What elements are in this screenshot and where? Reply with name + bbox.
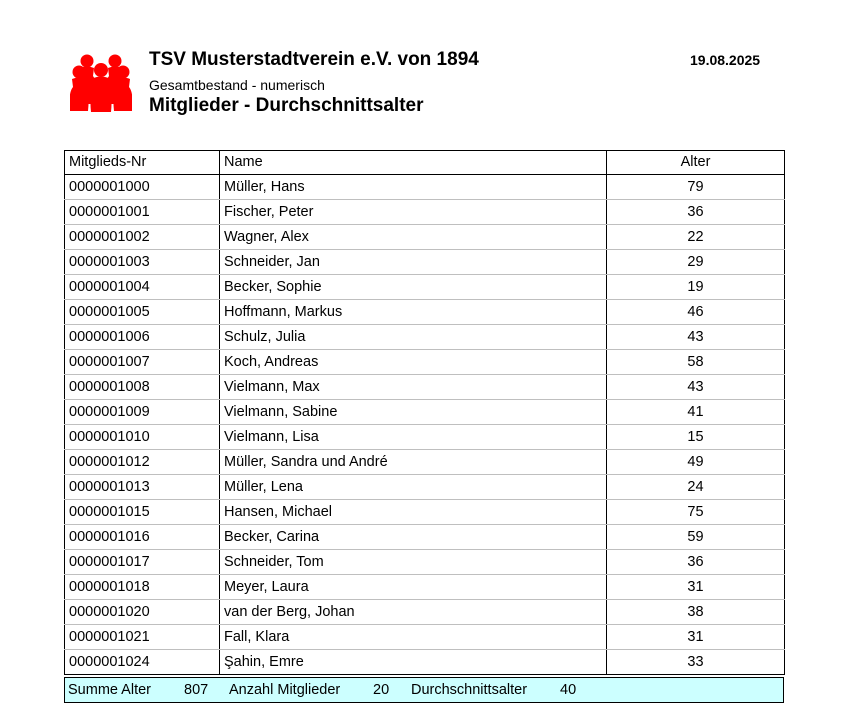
member-age-cell: 36 bbox=[607, 200, 785, 225]
table-row bbox=[65, 625, 785, 650]
member-name-cell: Meyer, Laura bbox=[220, 575, 607, 600]
member-age-cell: 43 bbox=[607, 325, 785, 350]
member-nr-cell: 0000001020 bbox=[65, 600, 220, 625]
member-age-cell: 22 bbox=[607, 225, 785, 250]
member-age-cell: 43 bbox=[607, 375, 785, 400]
member-age-cell: 31 bbox=[607, 575, 785, 600]
member-name-cell: Wagner, Alex bbox=[220, 225, 607, 250]
report-subtitle: Gesamtbestand - numerisch bbox=[149, 77, 325, 93]
column-header-name: Name bbox=[220, 151, 607, 175]
table-row bbox=[65, 375, 785, 400]
sum-age-label: Summe Alter bbox=[68, 682, 151, 698]
table-row bbox=[65, 250, 785, 275]
member-nr-cell: 0000001010 bbox=[65, 425, 220, 450]
member-age-cell: 31 bbox=[607, 625, 785, 650]
member-name-cell: Becker, Carina bbox=[220, 525, 607, 550]
table-row bbox=[65, 425, 785, 450]
table-row bbox=[65, 450, 785, 475]
table-row bbox=[65, 325, 785, 350]
member-nr-cell: 0000001004 bbox=[65, 275, 220, 300]
table-row bbox=[65, 300, 785, 325]
table-row bbox=[65, 200, 785, 225]
member-nr-cell: 0000001008 bbox=[65, 375, 220, 400]
sum-age-value: 807 bbox=[184, 682, 209, 698]
report-title: Mitglieder - Durchschnittsalter bbox=[149, 95, 424, 116]
table-row bbox=[65, 275, 785, 300]
member-age-cell: 75 bbox=[607, 500, 785, 525]
member-name-cell: Müller, Hans bbox=[220, 175, 607, 200]
table-row bbox=[65, 475, 785, 500]
table-row bbox=[65, 500, 785, 525]
member-age-cell: 33 bbox=[607, 650, 785, 675]
member-nr-cell: 0000001012 bbox=[65, 450, 220, 475]
member-nr-cell: 0000001009 bbox=[65, 400, 220, 425]
member-age-cell: 49 bbox=[607, 450, 785, 475]
member-name-cell: Becker, Sophie bbox=[220, 275, 607, 300]
average-age-value: 40 bbox=[560, 682, 577, 698]
member-name-cell: Schulz, Julia bbox=[220, 325, 607, 350]
member-name-cell: Müller, Lena bbox=[220, 475, 607, 500]
member-nr-cell: 0000001003 bbox=[65, 250, 220, 275]
summary-row bbox=[64, 677, 784, 703]
member-nr-cell: 0000001006 bbox=[65, 325, 220, 350]
member-age-cell: 79 bbox=[607, 175, 785, 200]
member-name-cell: Schneider, Tom bbox=[220, 550, 607, 575]
member-name-cell: Müller, Sandra und André bbox=[220, 450, 607, 475]
member-age-cell: 19 bbox=[607, 275, 785, 300]
table-header-row bbox=[65, 151, 785, 175]
table-row bbox=[65, 550, 785, 575]
member-age-cell: 58 bbox=[607, 350, 785, 375]
member-nr-cell: 0000001018 bbox=[65, 575, 220, 600]
average-age-label: Durchschnittsalter bbox=[411, 682, 528, 698]
member-age-cell: 38 bbox=[607, 600, 785, 625]
member-age-cell: 29 bbox=[607, 250, 785, 275]
table-row bbox=[65, 400, 785, 425]
member-nr-cell: 0000001013 bbox=[65, 475, 220, 500]
report-date: 19.08.2025 bbox=[690, 52, 761, 68]
member-name-cell: Fall, Klara bbox=[220, 625, 607, 650]
member-age-cell: 15 bbox=[607, 425, 785, 450]
members-table bbox=[64, 150, 785, 675]
table-row bbox=[65, 650, 785, 675]
table-row bbox=[65, 175, 785, 200]
table-row bbox=[65, 525, 785, 550]
member-nr-cell: 0000001001 bbox=[65, 200, 220, 225]
column-header-member-nr: Mitglieds-Nr bbox=[65, 151, 220, 175]
member-nr-cell: 0000001000 bbox=[65, 175, 220, 200]
member-name-cell: van der Berg, Johan bbox=[220, 600, 607, 625]
member-age-cell: 59 bbox=[607, 525, 785, 550]
table-row bbox=[65, 575, 785, 600]
club-name: TSV Musterstadtverein e.V. von 1894 bbox=[149, 49, 479, 70]
member-name-cell: Vielmann, Max bbox=[220, 375, 607, 400]
table-row bbox=[65, 350, 785, 375]
member-nr-cell: 0000001005 bbox=[65, 300, 220, 325]
column-header-age: Alter bbox=[607, 151, 785, 175]
member-age-cell: 24 bbox=[607, 475, 785, 500]
table-row bbox=[65, 600, 785, 625]
member-nr-cell: 0000001007 bbox=[65, 350, 220, 375]
member-count-value: 20 bbox=[373, 682, 390, 698]
member-nr-cell: 0000001017 bbox=[65, 550, 220, 575]
member-name-cell: Schneider, Jan bbox=[220, 250, 607, 275]
member-nr-cell: 0000001021 bbox=[65, 625, 220, 650]
member-nr-cell: 0000001002 bbox=[65, 225, 220, 250]
member-age-cell: 36 bbox=[607, 550, 785, 575]
red-figures-logo-icon bbox=[70, 52, 132, 112]
member-name-cell: Vielmann, Sabine bbox=[220, 400, 607, 425]
member-age-cell: 46 bbox=[607, 300, 785, 325]
table-row bbox=[65, 225, 785, 250]
member-count-label: Anzahl Mitglieder bbox=[229, 682, 341, 698]
member-name-cell: Hansen, Michael bbox=[220, 500, 607, 525]
member-name-cell: Koch, Andreas bbox=[220, 350, 607, 375]
member-nr-cell: 0000001015 bbox=[65, 500, 220, 525]
member-name-cell: Hoffmann, Markus bbox=[220, 300, 607, 325]
member-name-cell: Fischer, Peter bbox=[220, 200, 607, 225]
member-name-cell: Vielmann, Lisa bbox=[220, 425, 607, 450]
member-nr-cell: 0000001016 bbox=[65, 525, 220, 550]
member-age-cell: 41 bbox=[607, 400, 785, 425]
member-nr-cell: 0000001024 bbox=[65, 650, 220, 675]
member-name-cell: Şahin, Emre bbox=[220, 650, 607, 675]
